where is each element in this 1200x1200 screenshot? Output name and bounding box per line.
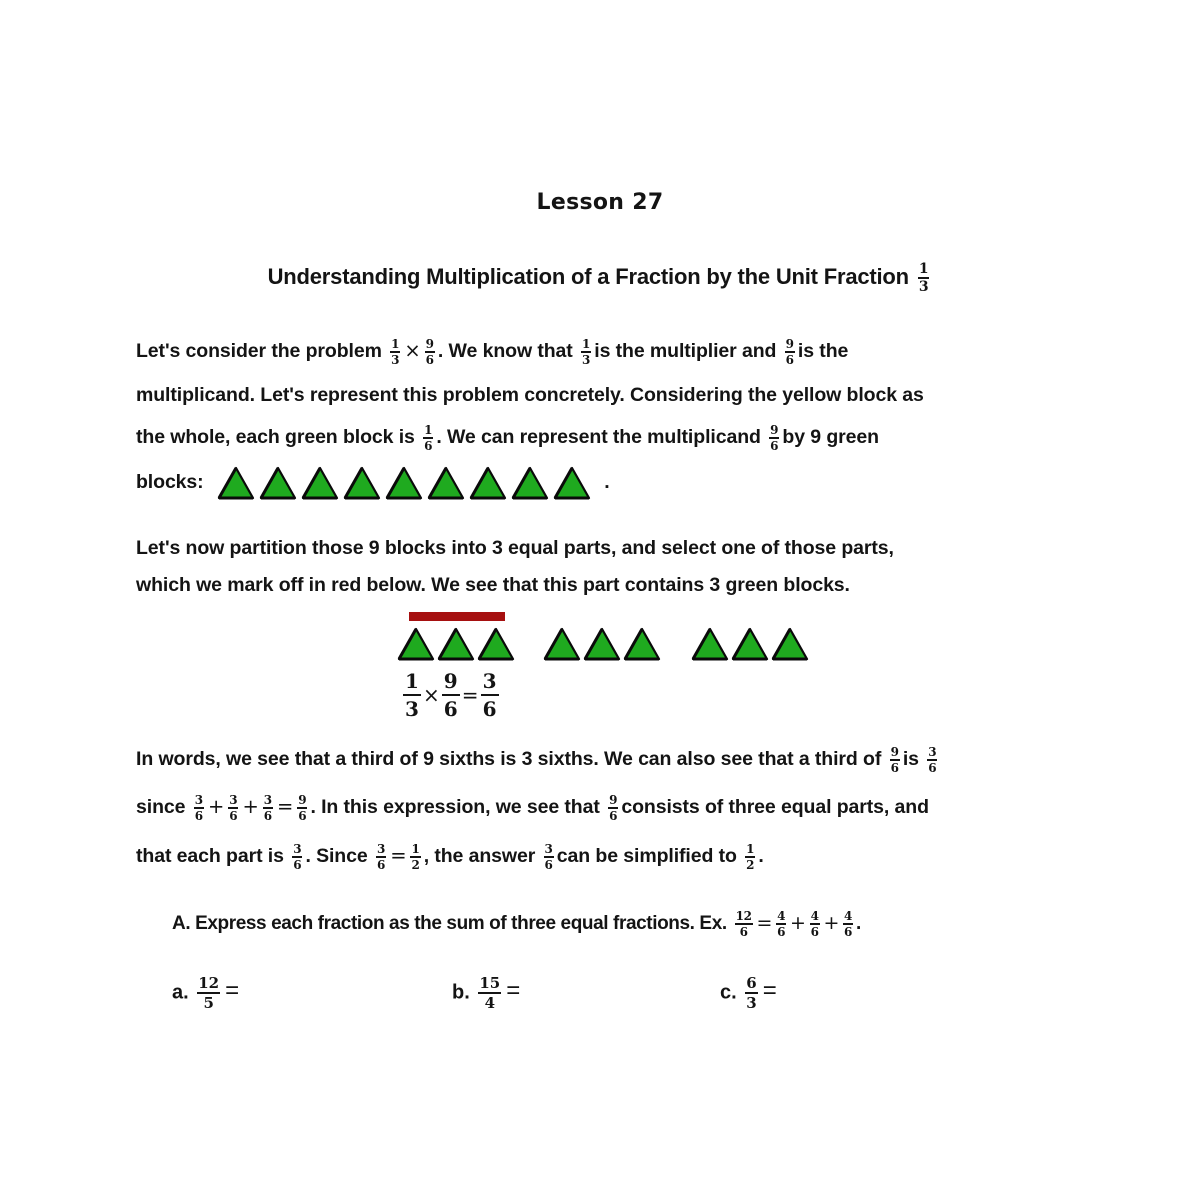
fraction: $\frac{15}{4}$ (479, 974, 501, 1012)
green-triangle-block-icon (543, 626, 581, 662)
fraction: $\frac{9}{6}$ (770, 423, 779, 453)
fraction: $\frac{3}{6}$ (194, 793, 203, 823)
fraction: $\frac{1}{6}$ (424, 423, 433, 453)
green-triangle-block-icon (217, 466, 255, 500)
fraction: $\frac{9}{6}$ (785, 337, 794, 367)
paragraph1-line4: blocks: . (136, 466, 610, 500)
green-triangle-block-icon (343, 466, 381, 500)
green-triangle-block-icon (771, 626, 809, 662)
paragraph2-line1: Let's now partition those 9 blocks into 3 equal parts, and select one of those parts, (136, 537, 894, 559)
fraction: $\frac{1}{3}$ (582, 337, 591, 367)
green-blocks-row (217, 466, 591, 500)
block-group (543, 626, 661, 662)
lesson-subtitle (0, 262, 1200, 294)
green-triangle-block-icon (623, 626, 661, 662)
selection-red-bar (409, 612, 505, 621)
paragraph3-line1: In words, we see that a third of 9 sixths is 3 sixths. We can also see that a third of $\frac{9}{6}$ is $\frac{3}{6}$ (136, 745, 937, 775)
paragraph3-line2: since $\frac{3}{6}$ + $\frac{3}{6}$ + $\frac{3}{6}$ = $\frac{9}{6}$ . In this expression, we see that $\frac{9}{6}$ consists of three equal parts, and (136, 793, 929, 823)
fraction: $\frac{4}{6}$ (777, 909, 786, 939)
block-group (691, 626, 809, 662)
paragraph3-line3: that each part is $\frac{3}{6}$ . Since $\frac{3}{6}$ = $\frac{1}{2}$ , the answer $\frac{3}{6}$ can be simplified to $\frac{1}{2}$ . (136, 842, 764, 872)
fraction: $\frac{3}{6}$ (928, 745, 937, 775)
fraction: $\frac{1}{2}$ (746, 842, 755, 872)
green-triangle-block-icon (259, 466, 297, 500)
green-triangle-block-icon (301, 466, 339, 500)
green-triangle-block-icon (469, 466, 507, 500)
fraction: 9 6 (442, 670, 460, 720)
fraction: $\frac{12}{6}$ (735, 909, 752, 939)
fraction: $\frac{1}{3}$ (391, 337, 400, 367)
green-triangle-block-icon (511, 466, 549, 500)
paragraph2-line2: which we mark off in red below. We see that this part contains 3 green blocks. (136, 574, 850, 596)
diagram-equation: 1 3 × 9 6 = 3 6 (403, 670, 499, 720)
block-group-selected (397, 626, 515, 662)
green-triangle-block-icon (397, 626, 435, 662)
fraction: $\frac{9}{6}$ (890, 745, 899, 775)
fraction: 3 6 (481, 670, 499, 720)
green-triangle-block-icon (691, 626, 729, 662)
exercise-item-b: b. $\frac{15}{4}$ = (452, 974, 521, 1012)
paragraph1-line3: the whole, each green block is $\frac{1}{6}$ . We can represent the multiplicand $\frac{9}{6}$ by 9 green (136, 423, 879, 453)
fraction: $\frac{4}{6}$ (810, 909, 819, 939)
exercise-item-a: a. $\frac{12}{5}$ = (172, 974, 240, 1012)
paragraph1-line2: multiplicand. Let's represent this problem concretely. Considering the yellow block as (136, 384, 924, 406)
fraction: $\frac{3}{6}$ (229, 793, 238, 823)
subtitle-fraction: $\frac{1}{3}$ (918, 261, 929, 295)
subtitle-text: Understanding Multiplication of a Fraction by the Unit Fraction (267, 263, 909, 289)
paragraph1-line1: Let's consider the problem $\frac{1}{3}$ × $\frac{9}{6}$ . We know that $\frac{1}{3}$ is the multiplier and $\frac{9}{6}$ is the (136, 337, 849, 367)
green-triangle-block-icon (477, 626, 515, 662)
fraction: 1 3 (403, 670, 421, 720)
green-triangle-block-icon (731, 626, 769, 662)
exercise-instruction: A. Express each fraction as the sum of three equal fractions. Ex. $\frac{12}{6}$ = $\frac{4}{6}$ + $\frac{4}{6}$ + $\frac{4}{6}$ . (172, 909, 861, 939)
fraction: $\frac{4}{6}$ (844, 909, 852, 939)
fraction: $\frac{3}{6}$ (376, 842, 386, 872)
fraction: $\frac{3}{6}$ (544, 842, 553, 872)
fraction: $\frac{9}{6}$ (609, 793, 618, 823)
fraction: $\frac{12}{5}$ (198, 974, 220, 1012)
green-triangle-block-icon (583, 626, 621, 662)
fraction: $\frac{9}{6}$ (298, 793, 307, 823)
green-triangle-block-icon (385, 466, 423, 500)
fraction: $\frac{9}{6}$ (425, 337, 434, 367)
exercise-item-c: c. $\frac{6}{3}$ = (720, 974, 777, 1012)
lesson-title: Lesson 27 (536, 190, 664, 215)
fraction: $\frac{1}{2}$ (411, 842, 420, 872)
fraction: $\frac{3}{6}$ (263, 793, 272, 823)
fraction: $\frac{3}{6}$ (293, 842, 302, 872)
green-triangle-block-icon (427, 466, 465, 500)
green-triangle-block-icon (553, 466, 591, 500)
fraction: $\frac{6}{3}$ (746, 974, 757, 1012)
green-triangle-block-icon (437, 626, 475, 662)
